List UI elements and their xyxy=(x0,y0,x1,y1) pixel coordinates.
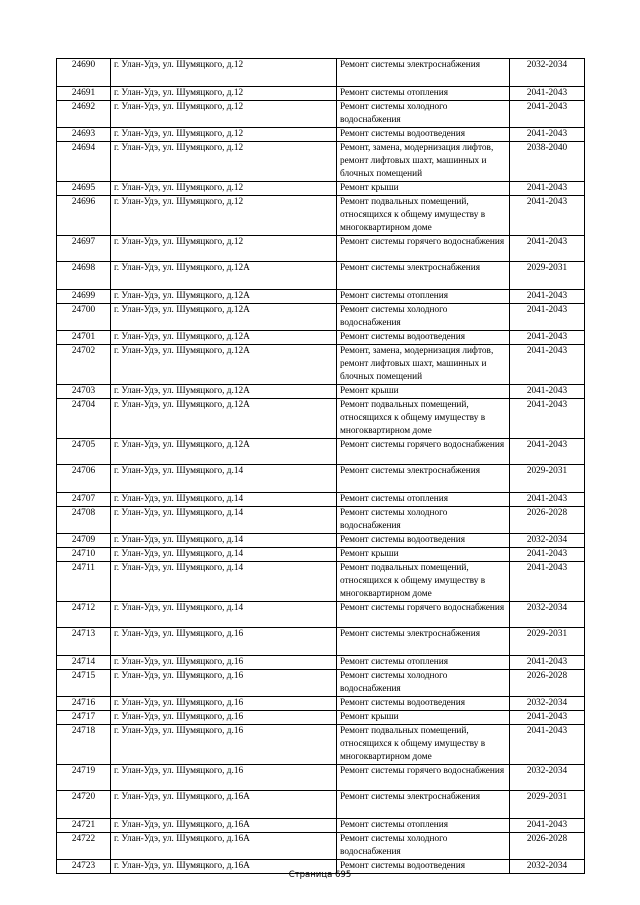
row-number: 24691 xyxy=(57,87,111,101)
period-cell: 2041-2043 xyxy=(510,656,585,670)
address-cell: г. Улан-Удэ, ул. Шумяцкого, д.16 xyxy=(111,628,337,656)
address-cell: г. Улан-Удэ, ул. Шумяцкого, д.12 xyxy=(111,182,337,196)
table-row xyxy=(57,87,585,101)
period-cell: 2032-2034 xyxy=(510,860,585,874)
work-type-cell: Ремонт системы горячего водоснабжения xyxy=(337,765,510,791)
work-type-cell: Ремонт системы электроснабжения xyxy=(337,791,510,819)
work-type-cell: Ремонт системы водоотведения xyxy=(337,331,510,345)
table-row xyxy=(57,711,585,725)
work-type-cell: Ремонт крыши xyxy=(337,182,510,196)
row-number: 24699 xyxy=(57,290,111,304)
row-number: 24690 xyxy=(57,59,111,87)
repair-schedule-table xyxy=(56,58,585,874)
table-row xyxy=(57,493,585,507)
work-type-cell: Ремонт системы отопления xyxy=(337,290,510,304)
row-number: 24722 xyxy=(57,833,111,860)
document-page xyxy=(56,58,585,874)
table-row xyxy=(57,548,585,562)
period-cell: 2041-2043 xyxy=(510,331,585,345)
work-type-cell: Ремонт крыши xyxy=(337,711,510,725)
address-cell: г. Улан-Удэ, ул. Шумяцкого, д.12А xyxy=(111,331,337,345)
period-cell: 2041-2043 xyxy=(510,128,585,142)
period-cell: 2041-2043 xyxy=(510,196,585,236)
table-row xyxy=(57,562,585,602)
address-cell: г. Улан-Удэ, ул. Шумяцкого, д.12 xyxy=(111,101,337,128)
work-type-cell: Ремонт, замена, модернизация лифтов, ремонт лифтовых шахт, машинных и блочных помещений xyxy=(337,345,510,385)
period-cell: 2041-2043 xyxy=(510,182,585,196)
table-row xyxy=(57,262,585,290)
row-number: 24696 xyxy=(57,196,111,236)
work-type-cell: Ремонт системы водоотведения xyxy=(337,860,510,874)
table-row xyxy=(57,128,585,142)
work-type-cell: Ремонт подвальных помещений, относящихся к общему имуществу в многоквартирном доме xyxy=(337,562,510,602)
work-type-cell: Ремонт подвальных помещений, относящихся к общему имуществу в многоквартирном доме xyxy=(337,725,510,765)
row-number: 24719 xyxy=(57,765,111,791)
row-number: 24723 xyxy=(57,860,111,874)
address-cell: г. Улан-Удэ, ул. Шумяцкого, д.16А xyxy=(111,819,337,833)
period-cell: 2041-2043 xyxy=(510,562,585,602)
period-cell: 2032-2034 xyxy=(510,765,585,791)
address-cell: г. Улан-Удэ, ул. Шумяцкого, д.12 xyxy=(111,142,337,182)
work-type-cell: Ремонт системы горячего водоснабжения xyxy=(337,602,510,628)
row-number: 24721 xyxy=(57,819,111,833)
row-number: 24704 xyxy=(57,399,111,439)
period-cell: 2041-2043 xyxy=(510,385,585,399)
work-type-cell: Ремонт, замена, модернизация лифтов, ремонт лифтовых шахт, машинных и блочных помещений xyxy=(337,142,510,182)
row-number: 24694 xyxy=(57,142,111,182)
work-type-cell: Ремонт системы холодного водоснабжения xyxy=(337,507,510,534)
work-type-cell: Ремонт системы отопления xyxy=(337,656,510,670)
table-row xyxy=(57,399,585,439)
row-number: 24706 xyxy=(57,465,111,493)
address-cell: г. Улан-Удэ, ул. Шумяцкого, д.16 xyxy=(111,656,337,670)
address-cell: г. Улан-Удэ, ул. Шумяцкого, д.14 xyxy=(111,507,337,534)
work-type-cell: Ремонт подвальных помещений, относящихся к общему имуществу в многоквартирном доме xyxy=(337,196,510,236)
row-number: 24716 xyxy=(57,697,111,711)
table-row xyxy=(57,385,585,399)
period-cell: 2038-2040 xyxy=(510,142,585,182)
work-type-cell: Ремонт системы холодного водоснабжения xyxy=(337,670,510,697)
table-row xyxy=(57,345,585,385)
work-type-cell: Ремонт системы электроснабжения xyxy=(337,628,510,656)
address-cell: г. Улан-Удэ, ул. Шумяцкого, д.16 xyxy=(111,670,337,697)
work-type-cell: Ремонт системы отопления xyxy=(337,493,510,507)
address-cell: г. Улан-Удэ, ул. Шумяцкого, д.12А xyxy=(111,262,337,290)
address-cell: г. Улан-Удэ, ул. Шумяцкого, д.16 xyxy=(111,725,337,765)
table-row xyxy=(57,142,585,182)
address-cell: г. Улан-Удэ, ул. Шумяцкого, д.12 xyxy=(111,236,337,262)
period-cell: 2029-2031 xyxy=(510,465,585,493)
period-cell: 2041-2043 xyxy=(510,236,585,262)
address-cell: г. Улан-Удэ, ул. Шумяцкого, д.12 xyxy=(111,196,337,236)
row-number: 24702 xyxy=(57,345,111,385)
table-row xyxy=(57,59,585,87)
address-cell: г. Улан-Удэ, ул. Шумяцкого, д.16 xyxy=(111,697,337,711)
period-cell: 2041-2043 xyxy=(510,493,585,507)
row-number: 24710 xyxy=(57,548,111,562)
table-row xyxy=(57,439,585,465)
table-row xyxy=(57,819,585,833)
row-number: 24707 xyxy=(57,493,111,507)
work-type-cell: Ремонт системы отопления xyxy=(337,87,510,101)
row-number: 24709 xyxy=(57,534,111,548)
period-cell: 2032-2034 xyxy=(510,697,585,711)
address-cell: г. Улан-Удэ, ул. Шумяцкого, д.12А xyxy=(111,385,337,399)
address-cell: г. Улан-Удэ, ул. Шумяцкого, д.14 xyxy=(111,465,337,493)
table-row xyxy=(57,628,585,656)
table-row xyxy=(57,290,585,304)
row-number: 24698 xyxy=(57,262,111,290)
work-type-cell: Ремонт системы отопления xyxy=(337,819,510,833)
address-cell: г. Улан-Удэ, ул. Шумяцкого, д.16А xyxy=(111,833,337,860)
period-cell: 2032-2034 xyxy=(510,602,585,628)
address-cell: г. Улан-Удэ, ул. Шумяцкого, д.16 xyxy=(111,711,337,725)
work-type-cell: Ремонт системы водоотведения xyxy=(337,128,510,142)
row-number: 24708 xyxy=(57,507,111,534)
work-type-cell: Ремонт системы электроснабжения xyxy=(337,465,510,493)
address-cell: г. Улан-Удэ, ул. Шумяцкого, д.12А xyxy=(111,290,337,304)
table-row xyxy=(57,236,585,262)
work-type-cell: Ремонт системы электроснабжения xyxy=(337,262,510,290)
address-cell: г. Улан-Удэ, ул. Шумяцкого, д.14 xyxy=(111,548,337,562)
address-cell: г. Улан-Удэ, ул. Шумяцкого, д.14 xyxy=(111,534,337,548)
row-number: 24715 xyxy=(57,670,111,697)
period-cell: 2041-2043 xyxy=(510,548,585,562)
row-number: 24700 xyxy=(57,304,111,331)
address-cell: г. Улан-Удэ, ул. Шумяцкого, д.14 xyxy=(111,493,337,507)
table-row xyxy=(57,465,585,493)
table-row xyxy=(57,602,585,628)
work-type-cell: Ремонт системы водоотведения xyxy=(337,534,510,548)
work-type-cell: Ремонт системы холодного водоснабжения xyxy=(337,833,510,860)
row-number: 24701 xyxy=(57,331,111,345)
period-cell: 2041-2043 xyxy=(510,711,585,725)
address-cell: г. Улан-Удэ, ул. Шумяцкого, д.16А xyxy=(111,860,337,874)
work-type-cell: Ремонт системы горячего водоснабжения xyxy=(337,439,510,465)
period-cell: 2029-2031 xyxy=(510,628,585,656)
work-type-cell: Ремонт системы горячего водоснабжения xyxy=(337,236,510,262)
address-cell: г. Улан-Удэ, ул. Шумяцкого, д.14 xyxy=(111,602,337,628)
period-cell: 2026-2028 xyxy=(510,670,585,697)
address-cell: г. Улан-Удэ, ул. Шумяцкого, д.12А xyxy=(111,439,337,465)
work-type-cell: Ремонт подвальных помещений, относящихся к общему имуществу в многоквартирном доме xyxy=(337,399,510,439)
period-cell: 2026-2028 xyxy=(510,833,585,860)
address-cell: г. Улан-Удэ, ул. Шумяцкого, д.12 xyxy=(111,87,337,101)
row-number: 24705 xyxy=(57,439,111,465)
table-row xyxy=(57,725,585,765)
period-cell: 2032-2034 xyxy=(510,534,585,548)
work-type-cell: Ремонт системы электроснабжения xyxy=(337,59,510,87)
table-row xyxy=(57,791,585,819)
period-cell: 2041-2043 xyxy=(510,345,585,385)
table-row xyxy=(57,670,585,697)
table-row xyxy=(57,534,585,548)
period-cell: 2029-2031 xyxy=(510,791,585,819)
work-type-cell: Ремонт крыши xyxy=(337,385,510,399)
address-cell: г. Улан-Удэ, ул. Шумяцкого, д.12 xyxy=(111,128,337,142)
row-number: 24718 xyxy=(57,725,111,765)
row-number: 24711 xyxy=(57,562,111,602)
row-number: 24697 xyxy=(57,236,111,262)
period-cell: 2041-2043 xyxy=(510,87,585,101)
address-cell: г. Улан-Удэ, ул. Шумяцкого, д.14 xyxy=(111,562,337,602)
page-number: Страница 695 xyxy=(288,870,352,880)
period-cell: 2041-2043 xyxy=(510,290,585,304)
period-cell: 2041-2043 xyxy=(510,101,585,128)
address-cell: г. Улан-Удэ, ул. Шумяцкого, д.16А xyxy=(111,791,337,819)
period-cell: 2041-2043 xyxy=(510,399,585,439)
table-row xyxy=(57,196,585,236)
row-number: 24703 xyxy=(57,385,111,399)
table-row xyxy=(57,833,585,860)
row-number: 24713 xyxy=(57,628,111,656)
row-number: 24714 xyxy=(57,656,111,670)
table-row xyxy=(57,656,585,670)
address-cell: г. Улан-Удэ, ул. Шумяцкого, д.12А xyxy=(111,345,337,385)
work-type-cell: Ремонт крыши xyxy=(337,548,510,562)
table-row xyxy=(57,697,585,711)
period-cell: 2029-2031 xyxy=(510,262,585,290)
table-row xyxy=(57,765,585,791)
address-cell: г. Улан-Удэ, ул. Шумяцкого, д.12 xyxy=(111,59,337,87)
table-row xyxy=(57,304,585,331)
period-cell: 2041-2043 xyxy=(510,725,585,765)
row-number: 24712 xyxy=(57,602,111,628)
row-number: 24717 xyxy=(57,711,111,725)
address-cell: г. Улан-Удэ, ул. Шумяцкого, д.16 xyxy=(111,765,337,791)
address-cell: г. Улан-Удэ, ул. Шумяцкого, д.12А xyxy=(111,304,337,331)
period-cell: 2041-2043 xyxy=(510,304,585,331)
work-type-cell: Ремонт системы холодного водоснабжения xyxy=(337,101,510,128)
address-cell: г. Улан-Удэ, ул. Шумяцкого, д.12А xyxy=(111,399,337,439)
row-number: 24692 xyxy=(57,101,111,128)
table-row xyxy=(57,507,585,534)
table-row xyxy=(57,101,585,128)
period-cell: 2041-2043 xyxy=(510,439,585,465)
table-row xyxy=(57,182,585,196)
work-type-cell: Ремонт системы водоотведения xyxy=(337,697,510,711)
row-number: 24720 xyxy=(57,791,111,819)
table-body xyxy=(57,59,585,874)
period-cell: 2041-2043 xyxy=(510,819,585,833)
row-number: 24693 xyxy=(57,128,111,142)
period-cell: 2032-2034 xyxy=(510,59,585,87)
row-number: 24695 xyxy=(57,182,111,196)
table-row xyxy=(57,331,585,345)
work-type-cell: Ремонт системы холодного водоснабжения xyxy=(337,304,510,331)
period-cell: 2026-2028 xyxy=(510,507,585,534)
